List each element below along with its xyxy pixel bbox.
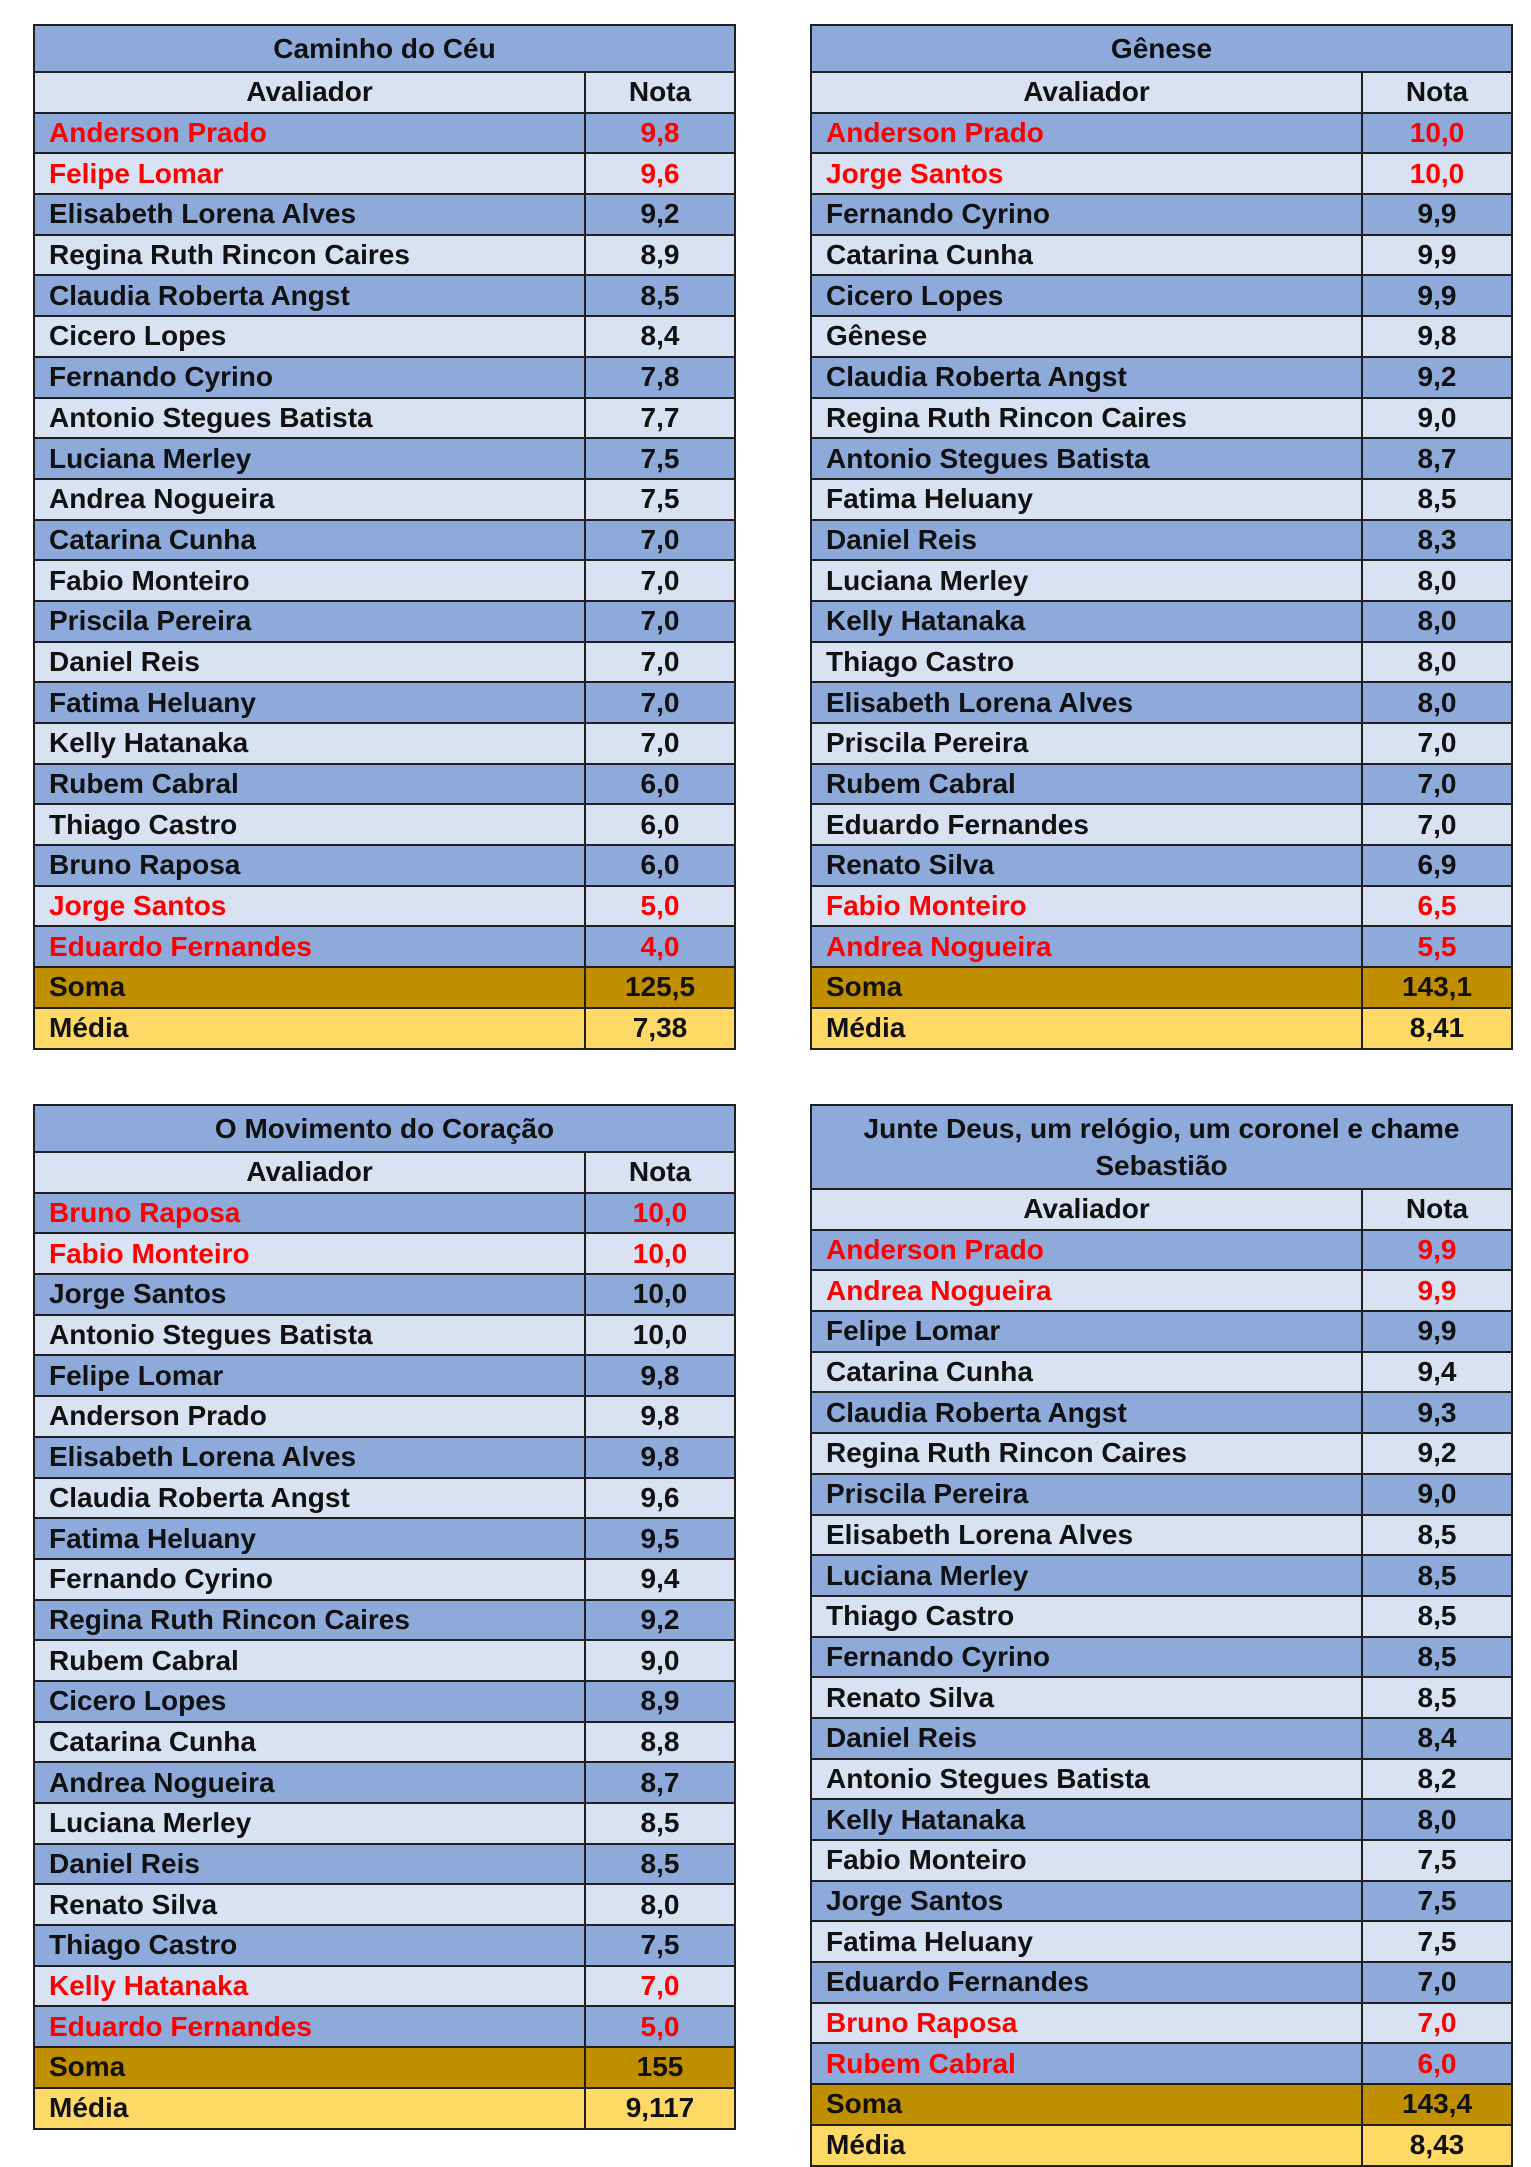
evaluator-score: 8,5: [1362, 1515, 1512, 1556]
evaluator-name: Anderson Prado: [811, 113, 1362, 154]
evaluator-name: Cicero Lopes: [34, 316, 585, 357]
table-row: [34, 682, 735, 723]
table-row: [811, 886, 1512, 927]
media-label: Média: [811, 1008, 1362, 1049]
evaluator-score: 7,0: [1362, 723, 1512, 764]
column-header-nota: Nota: [585, 72, 735, 113]
column-header-nota: Nota: [1362, 1189, 1512, 1230]
table-row: [34, 235, 735, 276]
evaluator-score: 7,0: [585, 601, 735, 642]
evaluator-score: 7,0: [585, 560, 735, 601]
evaluator-name: Daniel Reis: [811, 520, 1362, 561]
table-row: [34, 723, 735, 764]
media-row: [34, 2088, 735, 2129]
evaluator-score: 7,0: [585, 520, 735, 561]
table-row: [811, 1515, 1512, 1556]
evaluator-name: Andrea Nogueira: [34, 479, 585, 520]
soma-value: 143,1: [1362, 967, 1512, 1008]
table-row: [34, 1925, 735, 1966]
evaluator-score: 8,0: [1362, 601, 1512, 642]
table-row: [34, 642, 735, 683]
evaluator-score: 7,5: [585, 479, 735, 520]
table-row: [811, 1270, 1512, 1311]
table-row: [811, 1392, 1512, 1433]
table-row: [811, 1799, 1512, 1840]
media-row: [811, 2125, 1512, 2166]
soma-label: Soma: [811, 967, 1362, 1008]
table-row: [34, 194, 735, 235]
table-row: [34, 1884, 735, 1925]
table-row: [811, 1352, 1512, 1393]
evaluator-name: Andrea Nogueira: [34, 1762, 585, 1803]
evaluator-score: 10,0: [585, 1315, 735, 1356]
evaluator-score: 8,2: [1362, 1759, 1512, 1800]
table-title: Caminho do Céu: [34, 25, 735, 72]
evaluator-score: 9,2: [585, 194, 735, 235]
table-row: [811, 520, 1512, 561]
evaluator-name: Fatima Heluany: [811, 1921, 1362, 1962]
evaluator-score: 8,5: [1362, 479, 1512, 520]
column-header-nota: Nota: [1362, 72, 1512, 113]
media-label: Média: [34, 2088, 585, 2129]
evaluator-name: Fabio Monteiro: [34, 1233, 585, 1274]
evaluator-name: Fernando Cyrino: [34, 357, 585, 398]
evaluator-name: Antonio Stegues Batista: [811, 1759, 1362, 1800]
evaluator-name: Kelly Hatanaka: [34, 723, 585, 764]
table-row: [811, 1962, 1512, 2003]
table-row: [811, 926, 1512, 967]
soma-value: 125,5: [585, 967, 735, 1008]
evaluator-name: Thiago Castro: [34, 1925, 585, 1966]
evaluator-name: Elisabeth Lorena Alves: [34, 194, 585, 235]
evaluator-name: Thiago Castro: [811, 1596, 1362, 1637]
table-row: [811, 1433, 1512, 1474]
column-header-avaliador: Avaliador: [34, 72, 585, 113]
table-row: [34, 1518, 735, 1559]
table-row: [34, 2006, 735, 2047]
evaluator-score: 7,5: [1362, 1840, 1512, 1881]
evaluator-name: Priscila Pereira: [34, 601, 585, 642]
evaluator-name: Elisabeth Lorena Alves: [811, 1515, 1362, 1556]
table-row: [34, 886, 735, 927]
evaluator-name: Felipe Lomar: [811, 1311, 1362, 1352]
media-value: 7,38: [585, 1008, 735, 1049]
evaluator-name: Fabio Monteiro: [34, 560, 585, 601]
table-row: [811, 2043, 1512, 2084]
table-row: [34, 1396, 735, 1437]
evaluator-name: Fatima Heluany: [811, 479, 1362, 520]
evaluator-name: Jorge Santos: [34, 886, 585, 927]
evaluator-name: Catarina Cunha: [811, 1352, 1362, 1393]
evaluator-name: Renato Silva: [811, 1677, 1362, 1718]
table-title: O Movimento do Coração: [34, 1105, 735, 1152]
table-row: [811, 1311, 1512, 1352]
evaluator-score: 5,5: [1362, 926, 1512, 967]
evaluator-score: 7,5: [1362, 1881, 1512, 1922]
evaluator-name: Daniel Reis: [811, 1718, 1362, 1759]
evaluator-name: Bruno Raposa: [34, 1193, 585, 1234]
table-row: [34, 1478, 735, 1519]
evaluator-name: Claudia Roberta Angst: [34, 1478, 585, 1519]
soma-row: [34, 2047, 735, 2088]
table-row: [34, 1315, 735, 1356]
table-row: [34, 1966, 735, 2007]
table-row: [811, 1637, 1512, 1678]
evaluator-score: 9,9: [1362, 1270, 1512, 1311]
evaluator-score: 5,0: [585, 886, 735, 927]
evaluator-name: Luciana Merley: [34, 438, 585, 479]
table-row: [811, 1921, 1512, 1962]
evaluator-score: 8,8: [585, 1722, 735, 1763]
evaluator-name: Catarina Cunha: [34, 1722, 585, 1763]
evaluator-score: 6,5: [1362, 886, 1512, 927]
table-row: [34, 520, 735, 561]
evaluator-score: 9,6: [585, 1478, 735, 1519]
evaluator-score: 8,5: [585, 275, 735, 316]
evaluator-name: Kelly Hatanaka: [811, 1799, 1362, 1840]
soma-row: [811, 2084, 1512, 2125]
evaluator-name: Priscila Pereira: [811, 1474, 1362, 1515]
table-row: [34, 804, 735, 845]
table-row: [811, 804, 1512, 845]
table-row: [811, 1759, 1512, 1800]
evaluator-score: 9,8: [585, 1396, 735, 1437]
evaluator-name: Claudia Roberta Angst: [811, 1392, 1362, 1433]
table-row: [811, 642, 1512, 683]
table-title: Junte Deus, um relógio, um coronel e chame Sebastião: [811, 1105, 1512, 1189]
column-header-avaliador: Avaliador: [34, 1152, 585, 1193]
table-row: [34, 316, 735, 357]
table-row: [34, 275, 735, 316]
table-row: [34, 1722, 735, 1763]
evaluator-name: Antonio Stegues Batista: [34, 398, 585, 439]
media-value: 8,43: [1362, 2125, 1512, 2166]
column-header-avaliador: Avaliador: [811, 1189, 1362, 1230]
table-row: [34, 1640, 735, 1681]
evaluator-score: 9,0: [1362, 398, 1512, 439]
soma-row: [811, 967, 1512, 1008]
evaluator-score: 8,4: [585, 316, 735, 357]
evaluator-name: Antonio Stegues Batista: [811, 438, 1362, 479]
evaluator-score: 7,5: [1362, 1921, 1512, 1962]
evaluator-score: 9,0: [585, 1640, 735, 1681]
evaluator-name: Daniel Reis: [34, 1844, 585, 1885]
evaluator-score: 6,0: [1362, 2043, 1512, 2084]
table-row: [34, 1803, 735, 1844]
evaluator-name: Rubem Cabral: [811, 2043, 1362, 2084]
evaluator-score: 7,8: [585, 357, 735, 398]
evaluator-score: 8,5: [1362, 1677, 1512, 1718]
evaluator-score: 7,0: [1362, 764, 1512, 805]
evaluator-score: 9,2: [585, 1600, 735, 1641]
table-row: [811, 153, 1512, 194]
evaluator-score: 9,9: [1362, 235, 1512, 276]
evaluator-score: 9,2: [1362, 1433, 1512, 1474]
table-row: [34, 113, 735, 154]
evaluator-name: Daniel Reis: [34, 642, 585, 683]
table-row: [811, 1881, 1512, 1922]
evaluator-name: Jorge Santos: [811, 1881, 1362, 1922]
table-o-movimento-do-coracao: [33, 1104, 736, 2130]
evaluator-score: 7,0: [1362, 2003, 1512, 2044]
evaluator-name: Luciana Merley: [811, 1555, 1362, 1596]
evaluator-name: Elisabeth Lorena Alves: [34, 1437, 585, 1478]
table-row: [34, 1762, 735, 1803]
evaluator-score: 7,5: [585, 438, 735, 479]
evaluator-score: 9,9: [1362, 1311, 1512, 1352]
evaluator-name: Regina Ruth Rincon Caires: [811, 398, 1362, 439]
table-row: [34, 1600, 735, 1641]
table-row: [34, 1274, 735, 1315]
table-row: [34, 1193, 735, 1234]
media-label: Média: [811, 2125, 1362, 2166]
evaluator-name: Thiago Castro: [811, 642, 1362, 683]
evaluator-score: 8,7: [1362, 438, 1512, 479]
evaluator-name: Anderson Prado: [34, 1396, 585, 1437]
evaluator-name: Jorge Santos: [811, 153, 1362, 194]
table-row: [34, 438, 735, 479]
media-row: [34, 1008, 735, 1049]
evaluator-score: 8,7: [585, 1762, 735, 1803]
table-row: [34, 1233, 735, 1274]
evaluator-score: 9,8: [585, 1355, 735, 1396]
table-row: [811, 275, 1512, 316]
evaluator-name: Catarina Cunha: [34, 520, 585, 561]
soma-value: 155: [585, 2047, 735, 2088]
evaluator-score: 8,9: [585, 235, 735, 276]
media-row: [811, 1008, 1512, 1049]
table-row: [34, 560, 735, 601]
evaluator-score: 10,0: [585, 1274, 735, 1315]
evaluator-name: Luciana Merley: [34, 1803, 585, 1844]
table-row: [811, 438, 1512, 479]
table-row: [34, 398, 735, 439]
media-label: Média: [34, 1008, 585, 1049]
evaluator-score: 6,0: [585, 845, 735, 886]
evaluator-name: Andrea Nogueira: [811, 1270, 1362, 1311]
evaluator-name: Eduardo Fernandes: [811, 1962, 1362, 2003]
evaluator-name: Regina Ruth Rincon Caires: [34, 235, 585, 276]
evaluator-score: 8,0: [1362, 642, 1512, 683]
evaluator-name: Regina Ruth Rincon Caires: [811, 1433, 1362, 1474]
table-title: Gênese: [811, 25, 1512, 72]
evaluator-name: Eduardo Fernandes: [34, 926, 585, 967]
table-row: [811, 113, 1512, 154]
table-row: [34, 357, 735, 398]
evaluator-name: Luciana Merley: [811, 560, 1362, 601]
table-row: [34, 601, 735, 642]
evaluator-name: Fernando Cyrino: [811, 1637, 1362, 1678]
table-row: [34, 1559, 735, 1600]
evaluator-score: 9,2: [1362, 357, 1512, 398]
table-row: [34, 153, 735, 194]
soma-value: 143,4: [1362, 2084, 1512, 2125]
evaluator-name: Catarina Cunha: [811, 235, 1362, 276]
evaluator-score: 7,0: [585, 682, 735, 723]
evaluator-score: 9,8: [1362, 316, 1512, 357]
table-row: [34, 1681, 735, 1722]
evaluator-score: 6,9: [1362, 845, 1512, 886]
table-row: [811, 357, 1512, 398]
evaluator-score: 9,6: [585, 153, 735, 194]
media-value: 9,117: [585, 2088, 735, 2129]
evaluator-score: 10,0: [1362, 113, 1512, 154]
evaluator-score: 9,9: [1362, 1230, 1512, 1271]
table-junte-deus: [810, 1104, 1513, 2167]
evaluator-name: Felipe Lomar: [34, 1355, 585, 1396]
evaluator-name: Rubem Cabral: [34, 1640, 585, 1681]
evaluator-name: Regina Ruth Rincon Caires: [34, 1600, 585, 1641]
evaluator-name: Fabio Monteiro: [811, 886, 1362, 927]
table-row: [811, 845, 1512, 886]
evaluator-score: 8,3: [1362, 520, 1512, 561]
evaluator-name: Priscila Pereira: [811, 723, 1362, 764]
table-row: [811, 1474, 1512, 1515]
evaluator-score: 7,5: [585, 1925, 735, 1966]
evaluator-name: Thiago Castro: [34, 804, 585, 845]
evaluator-name: Rubem Cabral: [811, 764, 1362, 805]
evaluator-name: Elisabeth Lorena Alves: [811, 682, 1362, 723]
evaluator-score: 9,9: [1362, 275, 1512, 316]
evaluator-score: 8,0: [1362, 682, 1512, 723]
evaluator-name: Kelly Hatanaka: [34, 1966, 585, 2007]
evaluator-score: 9,4: [1362, 1352, 1512, 1393]
evaluator-name: Fatima Heluany: [34, 1518, 585, 1559]
table-row: [34, 764, 735, 805]
table-row: [811, 601, 1512, 642]
evaluator-name: Anderson Prado: [34, 113, 585, 154]
evaluator-name: Bruno Raposa: [34, 845, 585, 886]
evaluator-score: 9,3: [1362, 1392, 1512, 1433]
evaluator-score: 8,4: [1362, 1718, 1512, 1759]
table-row: [811, 479, 1512, 520]
soma-label: Soma: [34, 967, 585, 1008]
evaluator-score: 8,0: [585, 1884, 735, 1925]
table-row: [811, 1840, 1512, 1881]
table-row: [34, 1844, 735, 1885]
evaluator-name: Fabio Monteiro: [811, 1840, 1362, 1881]
evaluator-name: Rubem Cabral: [34, 764, 585, 805]
evaluator-score: 7,0: [1362, 804, 1512, 845]
evaluator-score: 8,5: [1362, 1596, 1512, 1637]
column-header-nota: Nota: [585, 1152, 735, 1193]
evaluator-name: Kelly Hatanaka: [811, 601, 1362, 642]
column-header-avaliador: Avaliador: [811, 72, 1362, 113]
evaluator-name: Bruno Raposa: [811, 2003, 1362, 2044]
evaluator-name: Anderson Prado: [811, 1230, 1362, 1271]
evaluator-name: Andrea Nogueira: [811, 926, 1362, 967]
table-row: [34, 1437, 735, 1478]
media-value: 8,41: [1362, 1008, 1512, 1049]
evaluator-name: Cicero Lopes: [811, 275, 1362, 316]
table-row: [811, 316, 1512, 357]
evaluator-score: 8,0: [1362, 1799, 1512, 1840]
table-row: [811, 398, 1512, 439]
table-row: [811, 682, 1512, 723]
evaluator-score: 8,5: [1362, 1555, 1512, 1596]
table-row: [811, 1230, 1512, 1271]
evaluator-name: Gênese: [811, 316, 1362, 357]
evaluator-name: Jorge Santos: [34, 1274, 585, 1315]
table-row: [34, 845, 735, 886]
evaluator-name: Fernando Cyrino: [34, 1559, 585, 1600]
evaluator-name: Renato Silva: [34, 1884, 585, 1925]
evaluator-name: Cicero Lopes: [34, 1681, 585, 1722]
evaluator-name: Eduardo Fernandes: [811, 804, 1362, 845]
evaluator-score: 7,0: [1362, 1962, 1512, 2003]
evaluator-score: 9,0: [1362, 1474, 1512, 1515]
table-caminho-do-ceu: [33, 24, 736, 1050]
table-row: [811, 1596, 1512, 1637]
table-row: [811, 723, 1512, 764]
evaluator-score: 8,0: [1362, 560, 1512, 601]
evaluator-score: 9,5: [585, 1518, 735, 1559]
evaluator-score: 7,0: [585, 723, 735, 764]
soma-label: Soma: [34, 2047, 585, 2088]
evaluator-name: Claudia Roberta Angst: [811, 357, 1362, 398]
table-row: [811, 1718, 1512, 1759]
table-row: [34, 1355, 735, 1396]
evaluator-score: 7,0: [585, 642, 735, 683]
evaluator-score: 8,9: [585, 1681, 735, 1722]
evaluator-name: Claudia Roberta Angst: [34, 275, 585, 316]
evaluator-score: 5,0: [585, 2006, 735, 2047]
evaluator-score: 9,9: [1362, 194, 1512, 235]
evaluator-name: Renato Silva: [811, 845, 1362, 886]
table-row: [811, 560, 1512, 601]
evaluator-score: 10,0: [585, 1193, 735, 1234]
evaluator-name: Fernando Cyrino: [811, 194, 1362, 235]
table-row: [811, 1677, 1512, 1718]
evaluator-score: 7,7: [585, 398, 735, 439]
table-row: [34, 479, 735, 520]
evaluator-score: 7,0: [585, 1966, 735, 2007]
evaluator-score: 9,8: [585, 1437, 735, 1478]
evaluator-score: 9,8: [585, 113, 735, 154]
soma-label: Soma: [811, 2084, 1362, 2125]
evaluator-score: 4,0: [585, 926, 735, 967]
evaluator-score: 6,0: [585, 764, 735, 805]
evaluator-score: 10,0: [1362, 153, 1512, 194]
evaluator-score: 9,4: [585, 1559, 735, 1600]
evaluator-name: Eduardo Fernandes: [34, 2006, 585, 2047]
evaluator-score: 6,0: [585, 804, 735, 845]
evaluator-score: 8,5: [1362, 1637, 1512, 1678]
table-genese: [810, 24, 1513, 1050]
evaluator-score: 8,5: [585, 1844, 735, 1885]
evaluator-name: Antonio Stegues Batista: [34, 1315, 585, 1356]
table-row: [34, 926, 735, 967]
table-row: [811, 764, 1512, 805]
evaluator-name: Fatima Heluany: [34, 682, 585, 723]
soma-row: [34, 967, 735, 1008]
table-row: [811, 194, 1512, 235]
table-row: [811, 2003, 1512, 2044]
evaluator-score: 8,5: [585, 1803, 735, 1844]
evaluator-name: Felipe Lomar: [34, 153, 585, 194]
table-row: [811, 1555, 1512, 1596]
evaluator-score: 10,0: [585, 1233, 735, 1274]
table-row: [811, 235, 1512, 276]
